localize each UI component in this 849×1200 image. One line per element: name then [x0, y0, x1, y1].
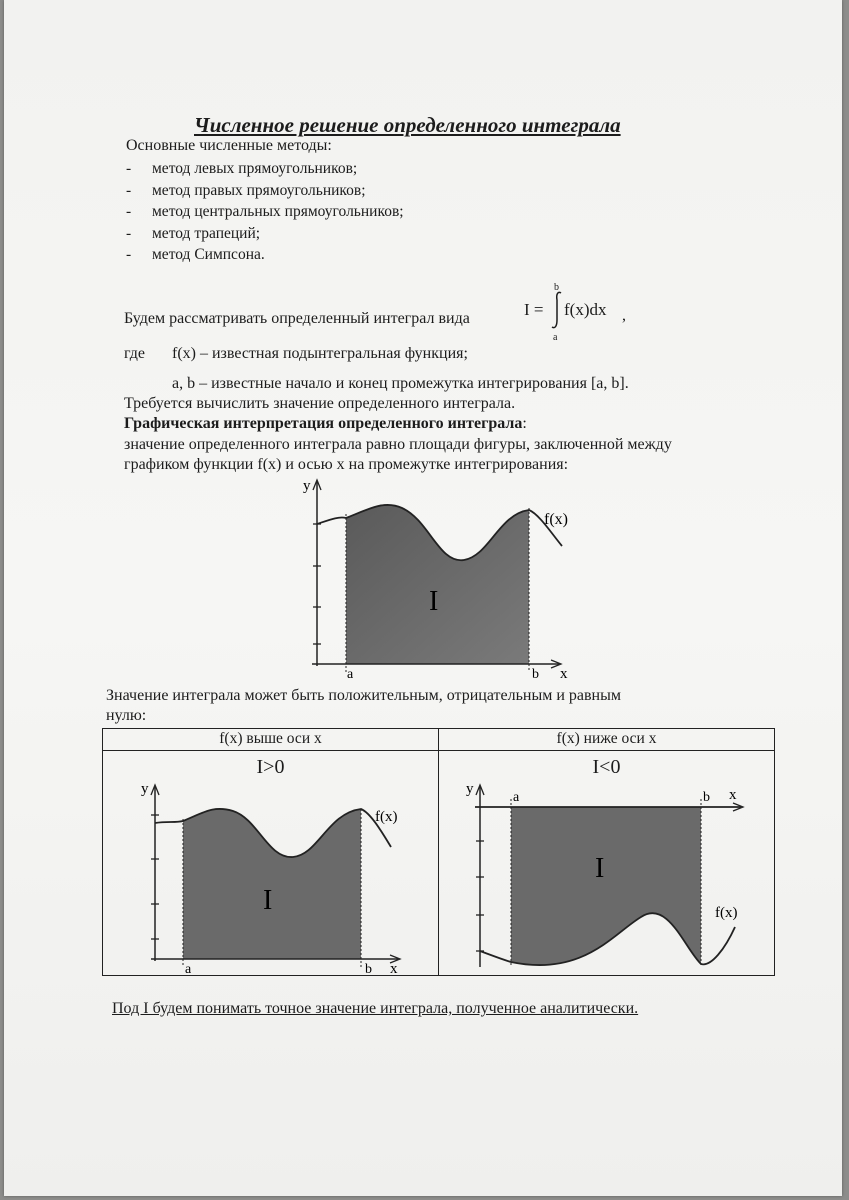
b-label: b: [365, 962, 372, 974]
b-label: b: [703, 790, 710, 805]
area-label: I: [429, 586, 439, 617]
methods-list: [126, 158, 404, 266]
where-label: где: [124, 345, 146, 362]
list-item: - метод Симпсона.: [126, 246, 265, 263]
y-label: y: [141, 781, 149, 797]
integral-sign-icon: [550, 290, 564, 330]
x-label: x: [390, 961, 398, 974]
document-page: [4, 0, 842, 1196]
graph-description-2: графиком функции f(x) и осью x на промежутке интегрирования:: [124, 456, 569, 473]
graph-heading: Графическая интерпретация определенного интеграла:: [124, 415, 527, 432]
list-item: - метод центральных прямоугольников;: [126, 203, 404, 220]
main-integral-graph: [284, 474, 594, 684]
comparison-table: [102, 728, 775, 976]
function-label: f(x): [715, 905, 738, 921]
formula-lower: a: [553, 332, 558, 343]
formula-trail: ,: [622, 307, 626, 324]
list-item: - метод правых прямоугольников;: [126, 181, 366, 199]
area-label: I: [595, 853, 605, 884]
function-label: f(x): [375, 809, 398, 825]
b-label: b: [532, 667, 539, 682]
footer-note: Под I будем понимать точное значение интеграла, полученное аналитически.: [112, 1000, 639, 1017]
page-title: Численное решение определенного интеграла: [194, 113, 621, 137]
y-label: y: [303, 478, 311, 494]
sign-text-1: Значение интеграла может быть положительным, отрицательным и равным: [106, 687, 621, 704]
a-label: a: [185, 962, 192, 974]
table-header-right: f(x) ниже оси x: [556, 730, 657, 747]
y-label: y: [466, 781, 474, 797]
f-definition: f(x) – известная подынтегральная функция;: [172, 345, 468, 362]
list-item: - метод левых прямоугольников;: [126, 160, 358, 177]
area-label: I: [263, 885, 273, 916]
table-header-line: [103, 750, 774, 751]
function-label: f(x): [544, 511, 568, 528]
ab-definition: a, b – известные начало и конец промежутка интегрирования [a, b].: [172, 375, 629, 392]
sign-positive: I>0: [256, 756, 285, 778]
sign-negative: I<0: [592, 756, 621, 778]
a-label: a: [347, 667, 354, 682]
required-text: Требуется вычислить значение определенного интеграла.: [124, 395, 516, 412]
graph-description-1: значение определенного интеграла равно площади фигуры, заключенной между: [124, 436, 672, 453]
table-header-left: f(x) выше оси x: [219, 730, 322, 747]
x-label: x: [560, 666, 568, 682]
a-label: a: [513, 790, 520, 805]
formula-upper: b: [554, 282, 559, 293]
area-fill: [183, 809, 361, 959]
methods-intro: Основные численные методы:: [126, 137, 332, 154]
area-fill: [346, 505, 529, 664]
x-label: x: [729, 787, 737, 803]
sign-text-2: нулю:: [106, 707, 147, 724]
negative-integral-graph: [463, 779, 773, 974]
formula-lhs: I =: [524, 300, 544, 319]
formula-integrand: f(x)dx: [564, 300, 607, 319]
list-item: - метод трапеций;: [126, 224, 261, 242]
area-fill: [511, 807, 701, 965]
positive-integral-graph: [133, 779, 433, 974]
consider-text: Будем рассматривать определенный интеграл вида: [124, 310, 470, 327]
